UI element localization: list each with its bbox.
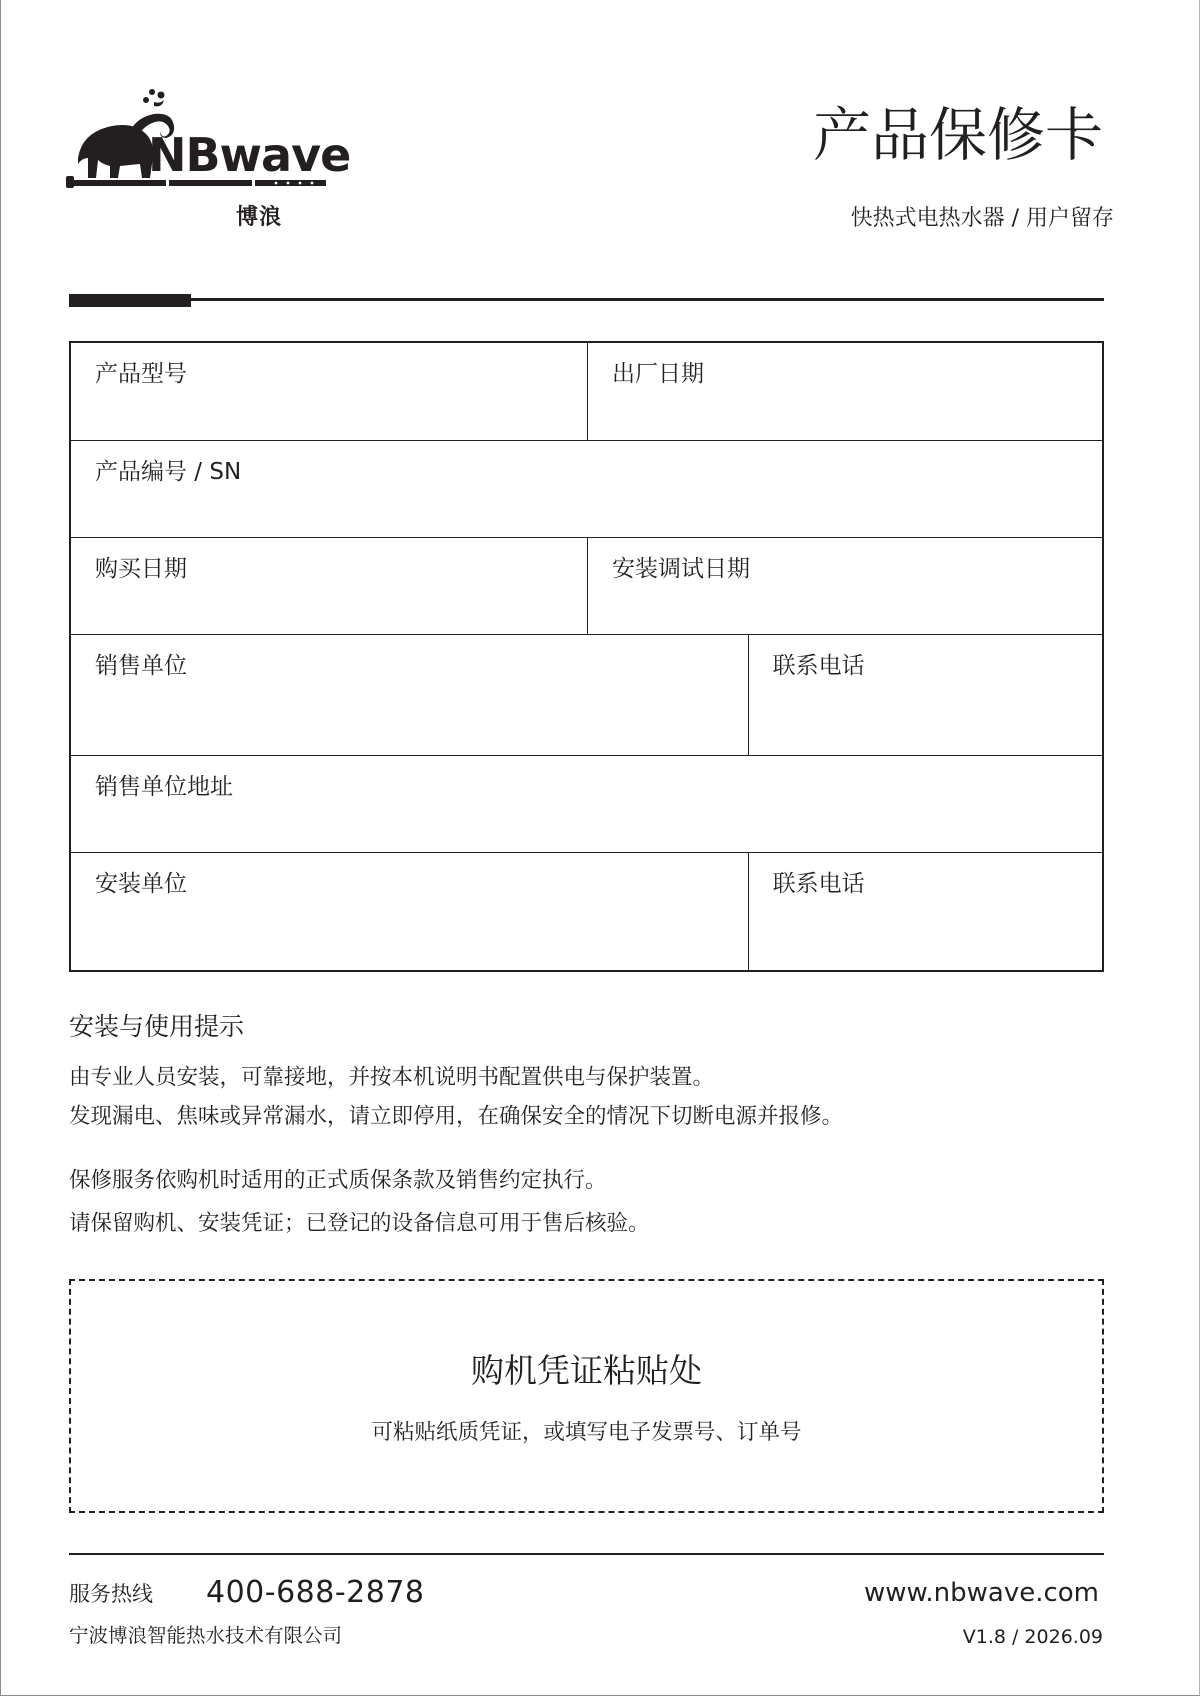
- hotline-label: 服务热线: [69, 1582, 153, 1606]
- footer-divider: [69, 1553, 1104, 1555]
- field-label: 安装调试日期: [612, 556, 750, 582]
- field-label: 出厂日期: [612, 361, 704, 387]
- manufacture-date-field[interactable]: [587, 343, 1102, 440]
- receipt-title: 购机凭证粘贴处: [471, 1351, 702, 1390]
- field-label: 销售单位: [95, 653, 187, 679]
- product-model-field[interactable]: [71, 343, 587, 440]
- website-link[interactable]: www.nbwave.com: [863, 1578, 1099, 1608]
- version-label: V1.8 / 2026.09: [962, 1626, 1103, 1648]
- receipt-note: 可粘贴纸质凭证，或填写电子发票号、订单号: [371, 1420, 802, 1445]
- form-row-address: [71, 755, 1102, 852]
- install-date-field[interactable]: [587, 538, 1102, 634]
- field-label: 购买日期: [95, 556, 187, 582]
- tip-line: 请保留购机、安装凭证；已登记的设备信息可用于售后核验。: [69, 1211, 650, 1236]
- field-label: 联系电话: [772, 871, 865, 897]
- seller-address-field[interactable]: [71, 756, 1102, 852]
- page-title: 产品保修卡: [812, 101, 1103, 169]
- seller-field[interactable]: [71, 635, 748, 755]
- tips-heading: 安装与使用提示: [69, 1012, 245, 1041]
- form-row-installer: [71, 852, 1102, 970]
- logo-chinese-name: 博浪: [236, 205, 283, 230]
- installer-field[interactable]: [71, 853, 748, 970]
- field-label: 产品型号: [95, 361, 187, 387]
- field-label: 产品编号 / SN: [95, 459, 242, 485]
- installer-phone-field[interactable]: [748, 853, 1102, 970]
- form-row-model: [71, 343, 1102, 440]
- purchase-date-field[interactable]: [71, 538, 587, 634]
- field-label: 安装单位: [95, 871, 187, 897]
- serial-number-field[interactable]: [71, 441, 1102, 537]
- seller-phone-field[interactable]: [748, 635, 1102, 755]
- elephant-logo-icon: [66, 86, 366, 206]
- tip-line: 保修服务依购机时适用的正式质保条款及销售约定执行。: [69, 1168, 607, 1193]
- field-label: 联系电话: [772, 653, 865, 679]
- header-divider: [69, 298, 1104, 301]
- hotline-number: 400-688-2878: [206, 1575, 425, 1610]
- form-row-seller: [71, 634, 1102, 755]
- tip-line: 由专业人员安装，可靠接地，并按本机说明书配置供电与保护装置。: [69, 1065, 715, 1090]
- warranty-form: [69, 341, 1104, 972]
- brand-logo: [66, 86, 366, 236]
- tip-line: 发现漏电、焦味或异常漏水，请立即停用，在确保安全的情况下切断电源并报修。: [69, 1104, 844, 1129]
- logo-wordmark: NBwave: [148, 128, 351, 182]
- field-label: 销售单位地址: [95, 774, 233, 800]
- company-name: 宁波博浪智能热水技术有限公司: [69, 1624, 343, 1647]
- form-row-sn: [71, 440, 1102, 537]
- receipt-paste-area[interactable]: [69, 1279, 1104, 1513]
- page-subtitle: 快热式电热水器 / 用户留存: [850, 206, 1114, 231]
- form-row-dates: [71, 537, 1102, 634]
- header-divider-accent: [69, 294, 191, 307]
